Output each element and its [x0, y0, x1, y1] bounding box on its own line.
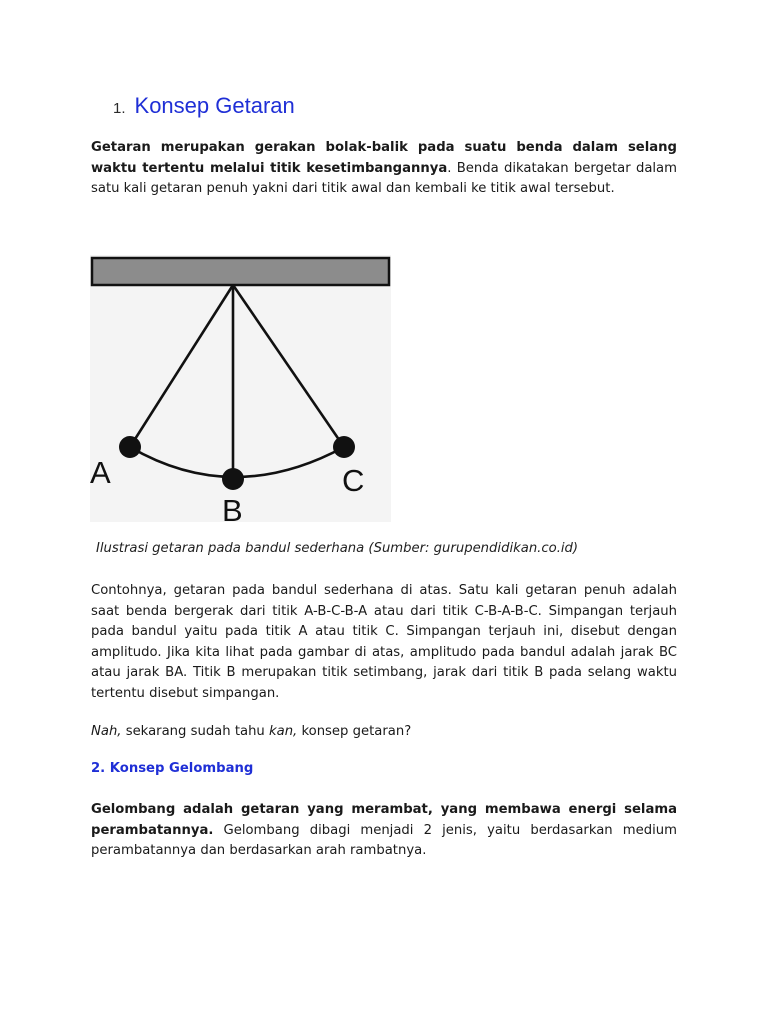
wave-definition-rest: Gelombang dibagi menjadi 2 jenis, yaitu berdasarkan medium perambatannya dan berdasarkan arah rambatnya. — [91, 822, 677, 858]
section-title: Konsep Getaran — [134, 93, 295, 118]
closing-paragraph — [91, 722, 677, 743]
intro-paragraph — [91, 138, 677, 200]
label-b: B — [222, 493, 243, 522]
label-c: C — [342, 463, 365, 498]
example-paragraph: Contohnya, getaran pada bandul sederhana di atas. Satu kali getaran penuh adalah saat benda bergerak dari titik A-B-C-B-A atau dari titik C-B-A-B-C. Simpangan terjauh pada bandul yaitu pada titik A atau titik C. Simpangan terjauh ini, disebut dengan amplitudo. Jika kita lihat pada gambar di atas, amplitudo pada bandul adalah jarak BC atau jarak BA. Titik B merupakan titik setimbang, jarak dari titik B pada selang waktu tertentu disebut simpangan. — [91, 583, 677, 701]
closing-mid: sekarang sudah tahu — [121, 724, 269, 739]
section-heading-getaran — [113, 93, 295, 119]
closing-end: konsep getaran? — [297, 724, 412, 739]
section-number: 1. — [113, 100, 126, 117]
nah-italic: Nah, — [91, 724, 122, 739]
definition-bold: Getaran merupakan gerakan bolak-balik pada suatu benda dalam selang waktu tertentu melalui titik kesetimbangannya — [91, 140, 677, 176]
bob-b — [222, 468, 244, 490]
pendulum-figure — [90, 255, 391, 522]
bob-c — [333, 436, 355, 458]
wave-definition-bold: Gelombang adalah getaran yang merambat, yang membawa energi selama perambatannya. — [91, 802, 677, 838]
label-a: A — [90, 455, 111, 490]
bob-a — [119, 436, 141, 458]
kan-italic: kan, — [268, 724, 298, 739]
wave-paragraph — [91, 800, 677, 862]
ceiling-bar — [92, 258, 389, 285]
figure-caption: Ilustrasi getaran pada bandul sederhana (Sumber: gurupendidikan.co.id) — [96, 541, 579, 556]
section-heading-gelombang: 2. Konsep Gelombang — [91, 761, 254, 776]
definition-rest: . Benda dikatakan bergetar dalam satu kali getaran penuh yakni dari titik awal dan kembali ke titik awal tersebut. — [91, 160, 677, 196]
